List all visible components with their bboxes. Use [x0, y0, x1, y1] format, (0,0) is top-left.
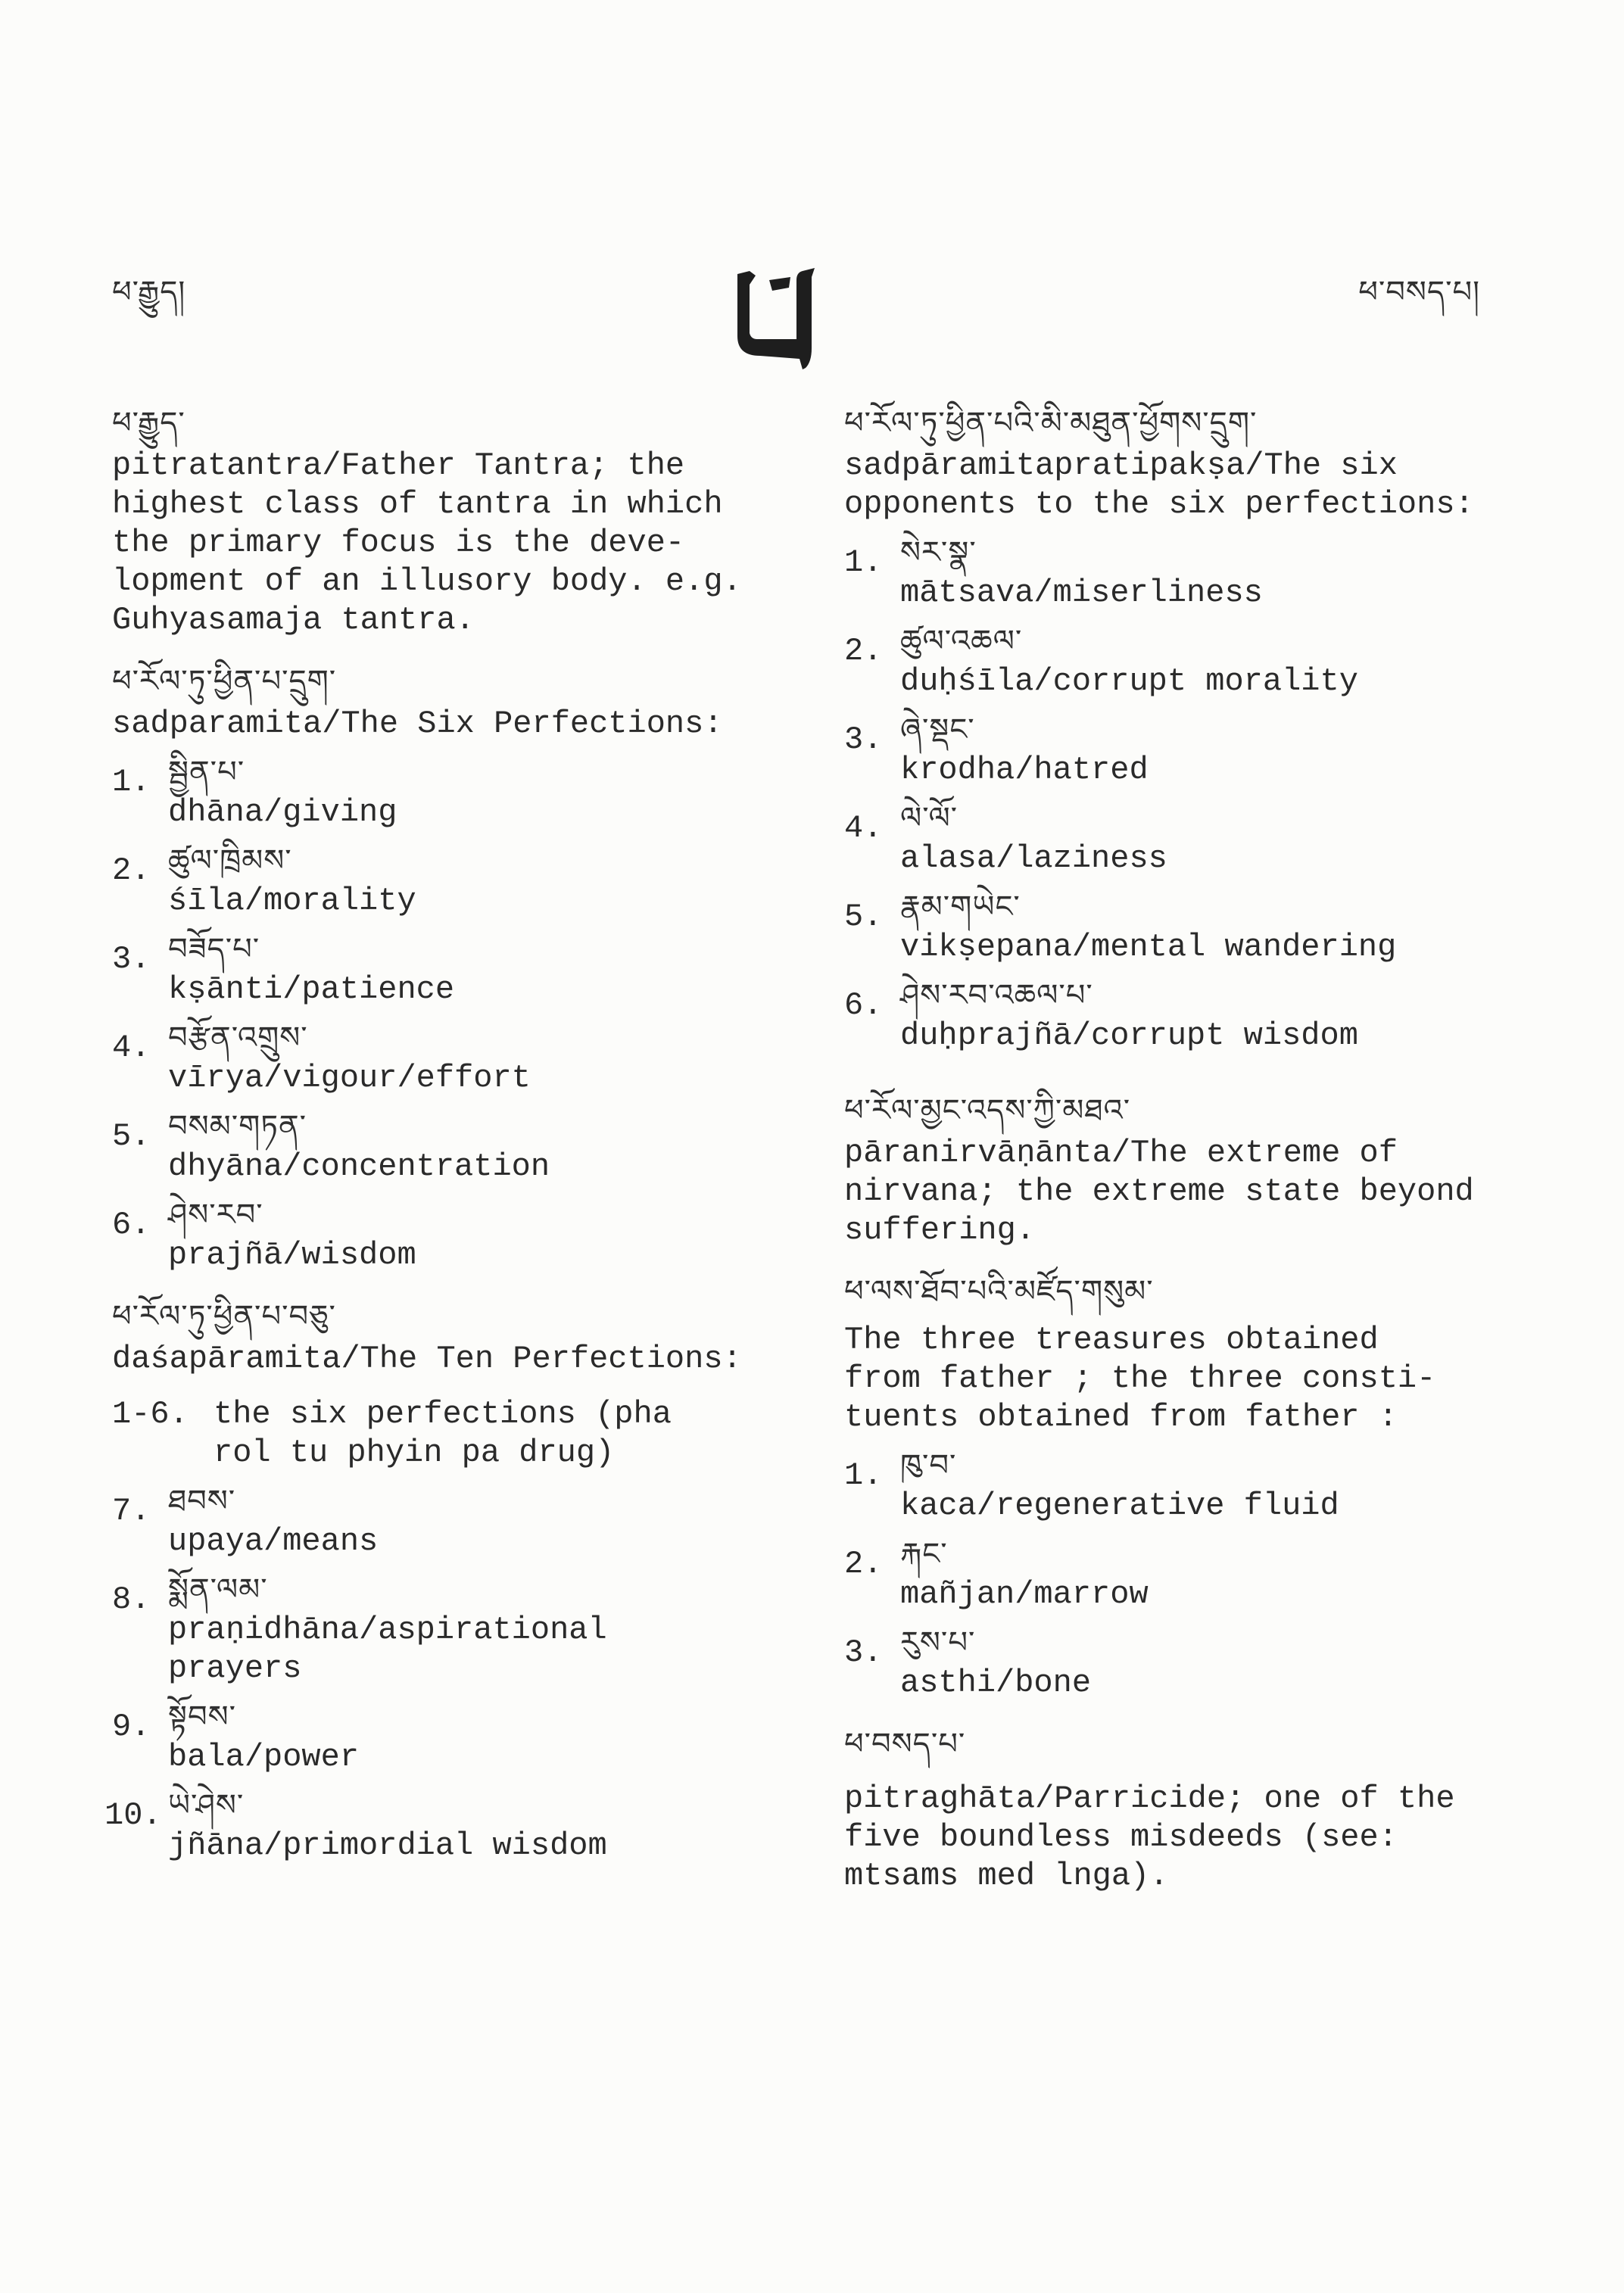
list-item: [844, 620, 1526, 701]
left-column: [104, 401, 793, 1885]
entry-headword: ཕ་ལས་ཐོབ་པའི་མཛོད་གསུམ་: [844, 1274, 1154, 1309]
item-number: 1.: [844, 544, 883, 581]
item-tibetan: ལེ་ལོ་: [900, 801, 959, 836]
item-tibetan: བཟོད་པ་: [168, 932, 260, 967]
item-tibetan: སེར་སྣ་: [900, 535, 977, 570]
item-tibetan: སྨོན་ལམ་: [168, 1572, 268, 1607]
item-number: 3.: [112, 941, 151, 977]
item-tibetan: བརྩོན་འགྲུས་: [168, 1020, 308, 1055]
item-tibetan: སྟོབས་: [168, 1699, 237, 1734]
list-item: [112, 1395, 793, 1472]
item-tibetan: ཁུ་བ་: [900, 1448, 957, 1483]
item-number: 6.: [844, 987, 883, 1023]
item-number: 3.: [844, 1634, 883, 1671]
item-translation: mātsava/miserliness: [900, 575, 1263, 611]
item-translation: duḥprajñā/corrupt wisdom: [900, 1017, 1358, 1054]
item-tibetan: རྐང་: [900, 1537, 948, 1572]
list-item: [844, 531, 1526, 612]
entry-paranirvananta: [844, 1089, 1526, 1250]
entry-definition: pitraghāta/Parricide; one of the five boundless misdeeds (see: mtsams med lnga).: [844, 1781, 1455, 1894]
entry-definition: The three treasures obtained from father ; the three consti- tuents obtained from father :: [844, 1322, 1436, 1435]
item-tibetan: ཤེས་རབ་: [168, 1198, 263, 1232]
entry-definition: sadparamita/The Six Perfections:: [112, 706, 723, 742]
item-translation: vikṣepana/mental wandering: [900, 929, 1397, 965]
item-translation: praṇidhāna/aspirational prayers: [168, 1612, 607, 1687]
item-translation: dhyāna/concentration: [168, 1148, 550, 1185]
list-item: [104, 1784, 793, 1865]
item-translation: kṣānti/patience: [168, 971, 455, 1008]
item-number: 5.: [844, 899, 883, 935]
entry-definition: sadpāramitapratipakṣa/The six opponents to the six perfections:: [844, 447, 1474, 522]
left-guide-word: ཕ་རྒྱུད།: [112, 275, 186, 310]
item-translation: prajñā/wisdom: [168, 1237, 416, 1273]
list-item: [112, 751, 793, 832]
list-item: [844, 886, 1526, 967]
item-number: 8.: [112, 1581, 151, 1618]
list-item: [844, 1533, 1526, 1614]
list-item: [112, 1696, 793, 1777]
item-tibetan: སྦྱིན་པ་: [168, 755, 245, 790]
item-tibetan: ཞེ་སྡང་: [900, 712, 975, 747]
entry-three-treasures: [844, 1270, 1526, 1703]
item-translation: vīrya/vigour/effort: [168, 1060, 531, 1096]
item-translation: kaca/regenerative fluid: [900, 1488, 1339, 1524]
item-number: 1.: [112, 764, 151, 800]
item-translation: bala/power: [168, 1739, 360, 1775]
entry-headword: ཕ་བསད་པ་: [844, 1727, 966, 1762]
item-tibetan: ཐབས་: [168, 1484, 236, 1519]
section-letter-glyph: [727, 257, 825, 371]
entry-ten-perfections: [104, 1294, 793, 1865]
item-tibetan: རུས་པ་: [900, 1625, 976, 1660]
item-tibetan: ཚུལ་ཁྲིམས་: [168, 843, 292, 878]
list-item: [112, 1105, 793, 1186]
entry-headword: ཕ་རོལ་ཏུ་ཕྱིན་པ་དྲུག་: [112, 664, 337, 699]
list-item: [112, 840, 793, 921]
list-item: [844, 797, 1526, 878]
entry-definition: daśapāramita/The Ten Perfections:: [112, 1341, 742, 1377]
item-tibetan: བསམ་གཏན་: [168, 1109, 307, 1144]
list-item: [112, 928, 793, 1009]
item-number: 2.: [844, 1546, 883, 1582]
item-number: 7.: [112, 1493, 151, 1529]
item-tibetan: ཡེ་ཤེས་: [168, 1788, 245, 1823]
item-tibetan: ཤེས་རབ་འཆལ་པ་: [900, 978, 1093, 1013]
list-item: [844, 1444, 1526, 1525]
entry-pitratantra: [112, 401, 793, 640]
list-item: [844, 1622, 1526, 1703]
entry-headword: ཕ་རྒྱུད་: [112, 406, 185, 441]
entry-six-perfections: [112, 659, 793, 1275]
item-tibetan: རྣམ་གཡེང་: [900, 889, 1021, 924]
item-number: 1.: [844, 1457, 883, 1494]
entry-definition: pāranirvāṇānta/The extreme of nirvana; the extreme state beyond suffering.: [844, 1135, 1474, 1248]
entry-definition: pitratantra/Father Tantra; the highest class of tantra in which the primary focus is the deve- lopment of an illusory body. e.g. Guhyasamaja tantra.: [112, 447, 742, 638]
item-translation: śīla/morality: [168, 883, 416, 919]
list-item: [112, 1017, 793, 1098]
item-translation: jñāna/primordial wisdom: [168, 1827, 607, 1864]
item-tibetan: ཚུལ་འཆལ་: [900, 624, 1023, 659]
item-number: 1-6.: [112, 1396, 189, 1432]
item-translation: mañjan/marrow: [900, 1576, 1149, 1612]
item-translation: alasa/laziness: [900, 840, 1167, 877]
item-translation: krodha/hatred: [900, 752, 1149, 788]
item-number: 3.: [844, 721, 883, 758]
item-number: 10.: [104, 1797, 162, 1833]
item-number: 2.: [112, 852, 151, 889]
right-guide-word: ཕ་བསད་པ།: [1358, 275, 1480, 310]
item-number: 2.: [844, 633, 883, 669]
list-item: [112, 1194, 793, 1275]
item-number: 4.: [844, 810, 883, 846]
entry-six-opponents: [844, 401, 1526, 1055]
entry-headword: ཕ་རོལ་ཏུ་ཕྱིན་པའི་མི་མཐུན་ཕྱོགས་དྲུག་: [844, 406, 1258, 441]
list-item: [844, 709, 1526, 790]
item-translation: upaya/means: [168, 1523, 379, 1559]
entry-parricide: [844, 1722, 1526, 1896]
right-column: [844, 401, 1526, 1915]
item-number: 4.: [112, 1030, 151, 1066]
item-number: 6.: [112, 1207, 151, 1243]
item-translation: the six perfections (pha rol tu phyin pa drug): [214, 1396, 672, 1471]
entry-headword: ཕ་རོལ་མྱང་འདས་ཀྱི་མཐའ་: [844, 1093, 1131, 1128]
list-item: [112, 1480, 793, 1561]
list-item: [844, 974, 1526, 1055]
item-translation: duḥśīla/corrupt morality: [900, 663, 1358, 699]
item-translation: dhāna/giving: [168, 794, 397, 830]
list-item: [112, 1569, 793, 1688]
item-number: 5.: [112, 1118, 151, 1154]
item-translation: asthi/bone: [900, 1665, 1092, 1701]
item-number: 9.: [112, 1709, 151, 1745]
entry-headword: ཕ་རོལ་ཏུ་ཕྱིན་པ་བཅུ་: [112, 1299, 336, 1334]
